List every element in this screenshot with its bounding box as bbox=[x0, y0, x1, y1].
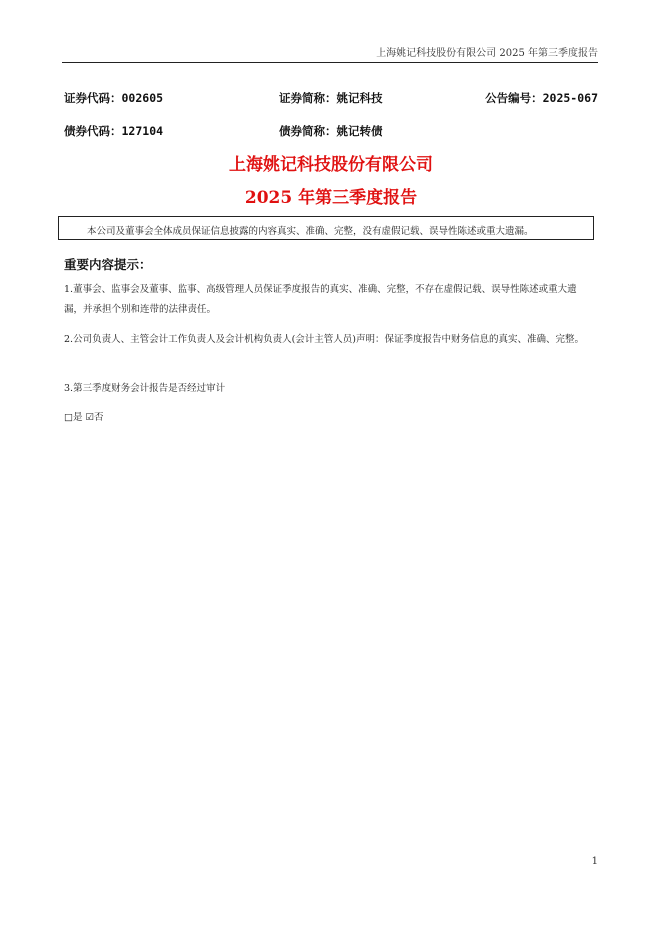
company-title: 上海姚记科技股份有限公司 bbox=[229, 155, 433, 175]
important-item-2: 2.公司负责人、主管会计工作负责人及会计机构负责人(会计主管人员)声明：保证季度报告中财务信息的真实、准确、完整。 bbox=[64, 334, 584, 345]
notice-text: 本公司及董事会全体成员保证信息披露的内容真实、准确、完整，没有虚假记载、误导性陈述或重大遗漏。 bbox=[87, 226, 534, 237]
bond-code: 债券代码：127104 bbox=[64, 124, 164, 138]
report-title: 2025 年第三季度报告 bbox=[244, 188, 418, 208]
securities-abbreviation: 证券简称：姚记科技 bbox=[279, 91, 383, 105]
notice-box bbox=[58, 216, 594, 240]
page-number: 1 bbox=[591, 856, 598, 867]
securities-code: 证券代码：002605 bbox=[64, 91, 164, 105]
running-header: 上海姚记科技股份有限公司 2025 年第三季度报告 bbox=[376, 48, 598, 59]
header-divider bbox=[62, 62, 598, 63]
bond-abbreviation: 债券简称：姚记转债 bbox=[279, 124, 383, 138]
important-item-3: 3.第三季度财务会计报告是否经过审计 bbox=[64, 383, 226, 394]
important-heading: 重要内容提示： bbox=[64, 257, 152, 272]
announcement-number: 公告编号：2025-067 bbox=[485, 91, 598, 105]
audit-checkbox-options: □是 ☑否 bbox=[64, 412, 104, 423]
important-item-1: 1.董事会、监事会及董事、监事、高级管理人员保证季度报告的真实、准确、完整，不存在虚假记载、误导性陈述或重大遗漏，并承担个别和连带的法律责任。 bbox=[64, 284, 577, 315]
